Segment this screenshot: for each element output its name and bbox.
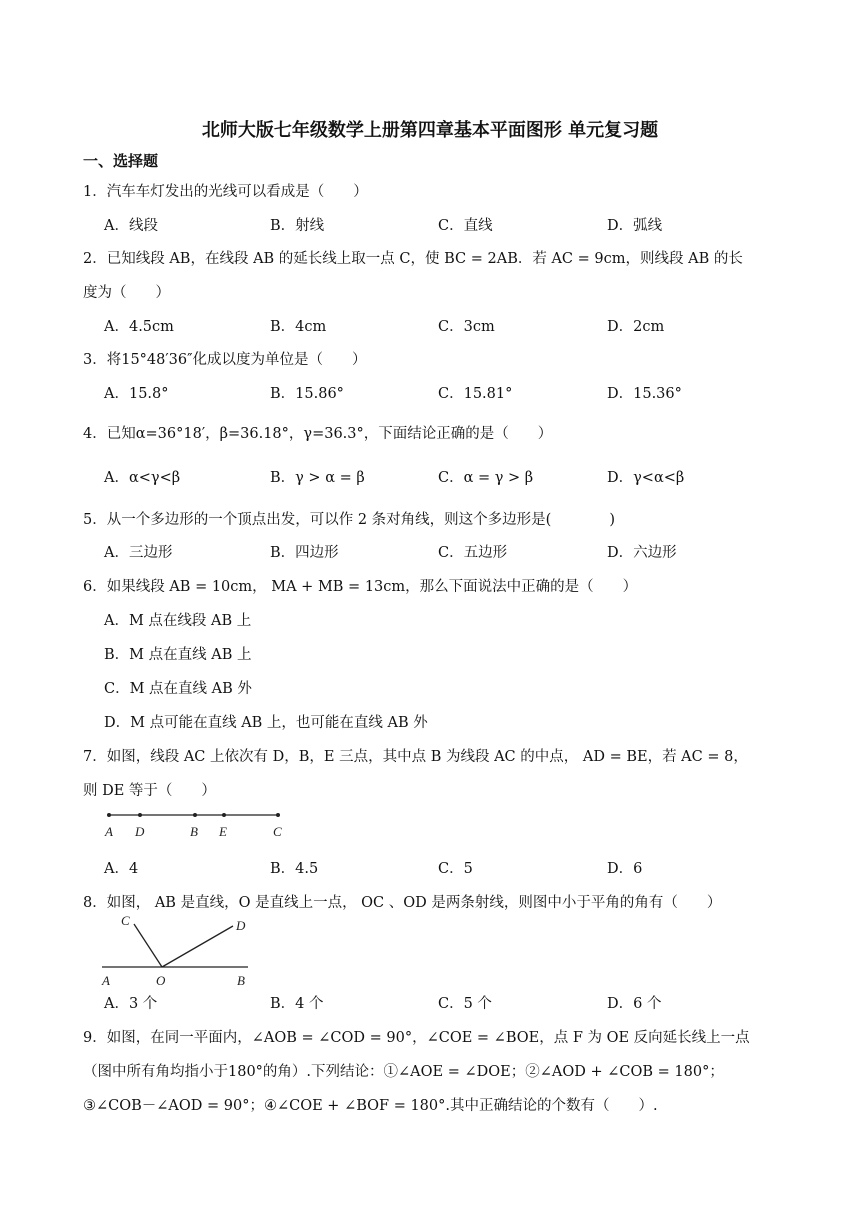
q8-angle-figure [98,910,258,990]
section-heading: 一、选择题 [83,152,159,170]
question-1: 1．汽车车灯发出的光线可以看成是（ ） [83,184,368,200]
label-b: B [190,824,198,839]
page-title: 北师大版七年级数学上册第四章基本平面图形 单元复习题 [201,120,659,141]
q2-option-c[interactable]: C．3cm [438,319,495,335]
q1-option-d[interactable]: D．弧线 [607,218,663,234]
q8-option-c[interactable]: C．5 个 [438,996,492,1012]
q2-option-d[interactable]: D．2cm [607,319,665,335]
q2-option-a[interactable]: A．4.5cm [104,319,174,335]
q3-option-a[interactable]: A．15.8° [104,386,169,402]
question-6: 6．如果线段 AB = 10cm， MA + MB = 13cm，那么下面说法中正确的是（ ） [83,579,638,595]
question-5: 5．从一个多边形的一个顶点出发，可以作 2 条对角线，则这个多边形是( ) [83,512,615,528]
q3-option-d[interactable]: D．15.36° [607,386,682,402]
question-9-line-3: ③∠COB－∠AOD = 90°；④∠COE + ∠BOF = 180°.其中正确结论的个数有（ ）. [83,1098,658,1114]
label-c: C [273,824,282,839]
ray-od [162,926,233,967]
point-e [222,813,226,817]
q3-option-c[interactable]: C．15.81° [438,386,513,402]
question-8: 8．如图， AB 是直线，O 是直线上一点， OC 、OD 是两条射线，则图中小于平角的角有（ ） [83,895,722,911]
question-7-line-2: 则 DE 等于（ ） [83,783,216,799]
question-2-line-2: 度为（ ） [83,285,170,301]
q8-option-d[interactable]: D．6 个 [607,996,662,1012]
q1-option-c[interactable]: C．直线 [438,218,493,234]
q7-option-a[interactable]: A．4 [104,861,139,877]
q4-option-b[interactable]: B．γ > α = β [270,470,365,486]
point-d [138,813,142,817]
q1-option-a[interactable]: A．线段 [104,218,158,234]
q4-option-a[interactable]: A．α<γ<β [104,470,181,486]
question-9-line-2: （图中所有角均指小于180°的角）.下列结论：①∠AOE = ∠DOE；②∠AOD + ∠COB = 180°； [83,1064,724,1080]
question-9-line-1: 9．如图，在同一平面内，∠AOB = ∠COD = 90°，∠COE = ∠BOE，点 F 为 OE 反向延长线上一点 [83,1030,750,1046]
q4-option-d[interactable]: D．γ<α<β [607,470,685,486]
q7-segment-figure [100,808,300,844]
point-a [107,813,111,817]
q7-option-c[interactable]: C．5 [438,861,473,877]
ray-oc [134,924,162,967]
question-7-line-1: 7．如图，线段 AC 上依次有 D，B，E 三点，其中点 B 为线段 AC 的中点， AD = BE，若 AC = 8， [83,749,748,765]
q6-option-d[interactable]: D．M 点可能在直线 AB 上，也可能在直线 AB 外 [104,715,428,731]
question-3: 3．将15°48′36″化成以度为单位是（ ） [83,352,367,368]
label-a: A [105,824,113,839]
q5-option-c[interactable]: C．五边形 [438,545,508,561]
q6-option-b[interactable]: B．M 点在直线 AB 上 [104,647,252,663]
q6-option-c[interactable]: C．M 点在直线 AB 外 [104,681,252,697]
label-o: O [156,973,166,988]
q1-option-b[interactable]: B．射线 [270,218,325,234]
q8-option-b[interactable]: B．4 个 [270,996,324,1012]
label-b: B [237,973,245,988]
q5-option-a[interactable]: A．三边形 [104,545,173,561]
q6-option-a[interactable]: A．M 点在线段 AB 上 [104,613,252,629]
point-b [193,813,197,817]
q8-option-a[interactable]: A．3 个 [104,996,158,1012]
q5-option-b[interactable]: B．四边形 [270,545,339,561]
question-4: 4．已知α=36°18′，β=36.18°，γ=36.3°，下面结论正确的是（ ） [83,426,553,442]
point-c [276,813,280,817]
q5-option-d[interactable]: D．六边形 [607,545,677,561]
q3-option-b[interactable]: B．15.86° [270,386,344,402]
label-a: A [102,973,110,988]
label-d: D [236,918,246,933]
q4-option-c[interactable]: C．α = γ > β [438,470,534,486]
q7-option-b[interactable]: B．4.5 [270,861,319,877]
label-c: C [121,913,130,928]
label-d: D [135,824,145,839]
label-e: E [219,824,227,839]
q2-option-b[interactable]: B．4cm [270,319,327,335]
question-2-line-1: 2．已知线段 AB，在线段 AB 的延长线上取一点 C，使 BC = 2AB．若 AC = 9cm，则线段 AB 的长 [83,251,743,267]
q7-option-d[interactable]: D．6 [607,861,643,877]
